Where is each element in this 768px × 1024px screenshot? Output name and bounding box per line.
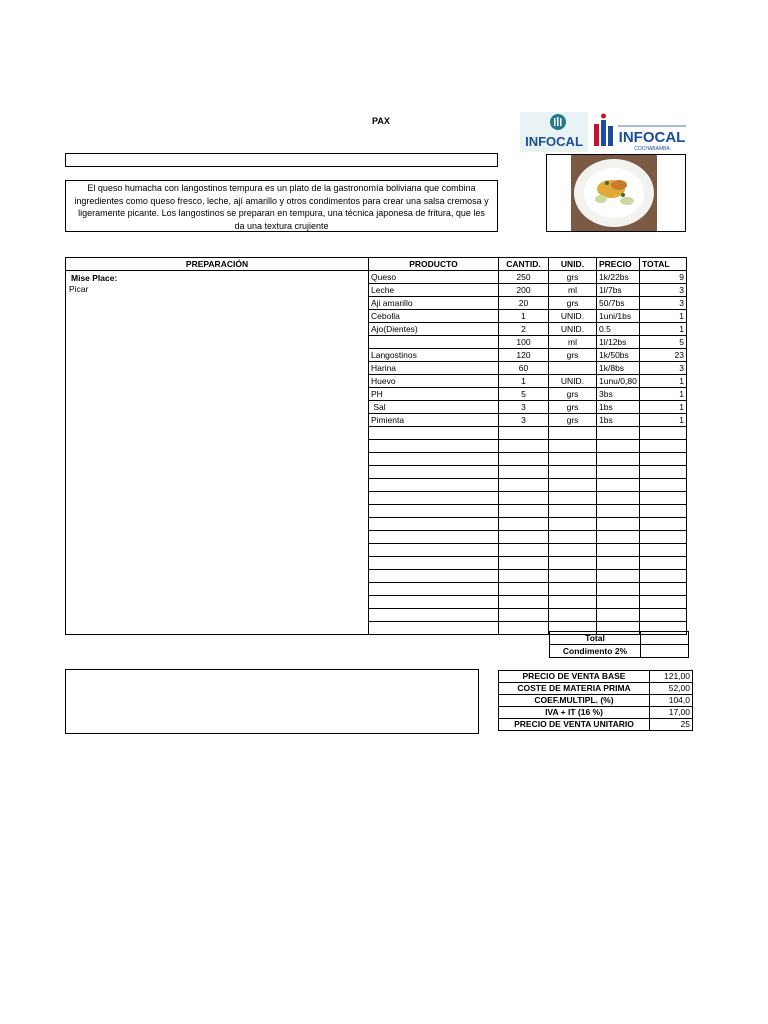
recipe-table	[65, 257, 687, 635]
cell-producto: Queso	[369, 271, 499, 284]
cell-cantidad: 5	[499, 388, 549, 401]
pricing-row	[499, 719, 693, 731]
cell-unidad: UNID.	[549, 323, 597, 336]
cell-producto: PH	[369, 388, 499, 401]
total-label: Total	[550, 632, 641, 645]
header-precio: PRECIO	[597, 258, 640, 271]
pricing-value: 121,00	[650, 671, 693, 683]
cell-precio: 1l/7bs	[597, 284, 640, 297]
cell-cantidad: 60	[499, 362, 549, 375]
pricing-label: PRECIO DE VENTA UNITARIO	[499, 719, 650, 731]
cell-cantidad: 1	[499, 375, 549, 388]
cell-cantidad: 1	[499, 310, 549, 323]
pricing-label: COSTE DE MATERIA PRIMA	[499, 683, 650, 695]
cell-unidad: grs	[549, 388, 597, 401]
cell-precio: 1k/8bs	[597, 362, 640, 375]
header-cantidad: CANTID.	[499, 258, 549, 271]
cell-total: 1	[640, 375, 687, 388]
cell-unidad: UNID.	[549, 375, 597, 388]
pax-label: PAX	[372, 116, 390, 126]
cell-unidad: grs	[549, 297, 597, 310]
infocal-logo-icon	[520, 112, 588, 152]
dish-photo	[547, 155, 685, 231]
pricing-row	[499, 707, 693, 719]
total-value	[641, 632, 689, 645]
cell-precio: 1k/22bs	[597, 271, 640, 284]
cell-cantidad: 100	[499, 336, 549, 349]
cell-producto	[369, 336, 499, 349]
header-producto: PRODUCTO	[369, 258, 499, 271]
cell-total: 1	[640, 401, 687, 414]
header-total: TOTAL	[640, 258, 687, 271]
cell-cantidad: 200	[499, 284, 549, 297]
table-header-row	[66, 258, 687, 271]
cell-total: 5	[640, 336, 687, 349]
cell-unidad: grs	[549, 414, 597, 427]
cell-unidad: grs	[549, 401, 597, 414]
cell-producto: Langostinos	[369, 349, 499, 362]
pricing-label: COEF.MULTIPL. (%)	[499, 695, 650, 707]
pricing-row	[499, 695, 693, 707]
condimento-value	[641, 645, 689, 658]
cell-total: 23	[640, 349, 687, 362]
cell-total: 9	[640, 271, 687, 284]
cell-unidad	[549, 362, 597, 375]
cell-cantidad: 20	[499, 297, 549, 310]
cell-total: 1	[640, 310, 687, 323]
cell-producto: Ajo(Dientes)	[369, 323, 499, 336]
cell-precio: 1bs	[597, 414, 640, 427]
cell-total: 3	[640, 362, 687, 375]
pricing-value: 104,0	[650, 695, 693, 707]
cell-cantidad: 2	[499, 323, 549, 336]
pricing-value: 52,00	[650, 683, 693, 695]
header-unidad: UNID.	[549, 258, 597, 271]
cell-producto: Harina	[369, 362, 499, 375]
cell-total: 1	[640, 414, 687, 427]
cell-producto: Sal	[369, 401, 499, 414]
infocal-logo-right	[592, 112, 688, 152]
dish-photo-frame	[546, 154, 686, 232]
pricing-value: 17,00	[650, 707, 693, 719]
recipe-description: El queso humacha con langostinos tempura es un plato de la gastronomía boliviana que combina ingredientes como queso fresco, leche, ají amarillo y otros condimentos para crear una salsa cremosa y ligeramente picante. Los langostinos se preparan en tempura, una técnica japonesa de fritura, que les da una textura crujiente	[65, 180, 498, 232]
table-row	[66, 271, 687, 284]
recipe-title-field	[65, 153, 498, 167]
cell-precio: 1uni/1bs	[597, 310, 640, 323]
pricing-row	[499, 683, 693, 695]
cell-precio: 3bs	[597, 388, 640, 401]
summary-table	[549, 631, 689, 658]
pricing-label: PRECIO DE VENTA BASE	[499, 671, 650, 683]
cell-cantidad: 250	[499, 271, 549, 284]
logo1-text: INFOCAL	[525, 134, 583, 149]
pricing-value: 25	[650, 719, 693, 731]
cell-unidad: grs	[549, 349, 597, 362]
infocal-logo-left	[520, 112, 588, 152]
cell-precio: 1l/12bs	[597, 336, 640, 349]
cell-producto: Leche	[369, 284, 499, 297]
header-preparacion: PREPARACIÓN	[66, 258, 369, 271]
cell-total: 1	[640, 323, 687, 336]
cell-unidad: grs	[549, 271, 597, 284]
pricing-label: IVA + IT (16 %)	[499, 707, 650, 719]
cell-producto: Pimienta	[369, 414, 499, 427]
cell-precio: 1unu/0,80	[597, 375, 640, 388]
preparation-line: Picar	[69, 284, 89, 294]
condimento-row	[550, 645, 689, 658]
cell-cantidad: 3	[499, 414, 549, 427]
cell-precio: 1k/50bs	[597, 349, 640, 362]
cell-precio: 50/7bs	[597, 297, 640, 310]
cell-producto: Aji amarillo	[369, 297, 499, 310]
pricing-row	[499, 671, 693, 683]
cell-unidad: ml	[549, 336, 597, 349]
notes-box	[65, 669, 479, 734]
cell-total: 1	[640, 388, 687, 401]
cell-unidad: UNID.	[549, 310, 597, 323]
pricing-table	[498, 670, 693, 731]
condimento-label: Condimento 2%	[550, 645, 641, 658]
logo2-subtext: COCHABAMBA	[634, 146, 670, 152]
preparation-cell	[66, 271, 369, 635]
cell-unidad: ml	[549, 284, 597, 297]
cell-producto: Huevo	[369, 375, 499, 388]
cell-total: 3	[640, 284, 687, 297]
cell-total: 3	[640, 297, 687, 310]
infocal-cochabamba-logo-icon	[592, 112, 688, 152]
cell-cantidad: 120	[499, 349, 549, 362]
cell-cantidad: 3	[499, 401, 549, 414]
total-row	[550, 632, 689, 645]
logo2-text: INFOCAL	[618, 129, 686, 146]
cell-precio: 1bs	[597, 401, 640, 414]
preparation-title: Mise Place:	[71, 273, 118, 283]
cell-producto: Cebolla	[369, 310, 499, 323]
cell-precio: 0.5	[597, 323, 640, 336]
